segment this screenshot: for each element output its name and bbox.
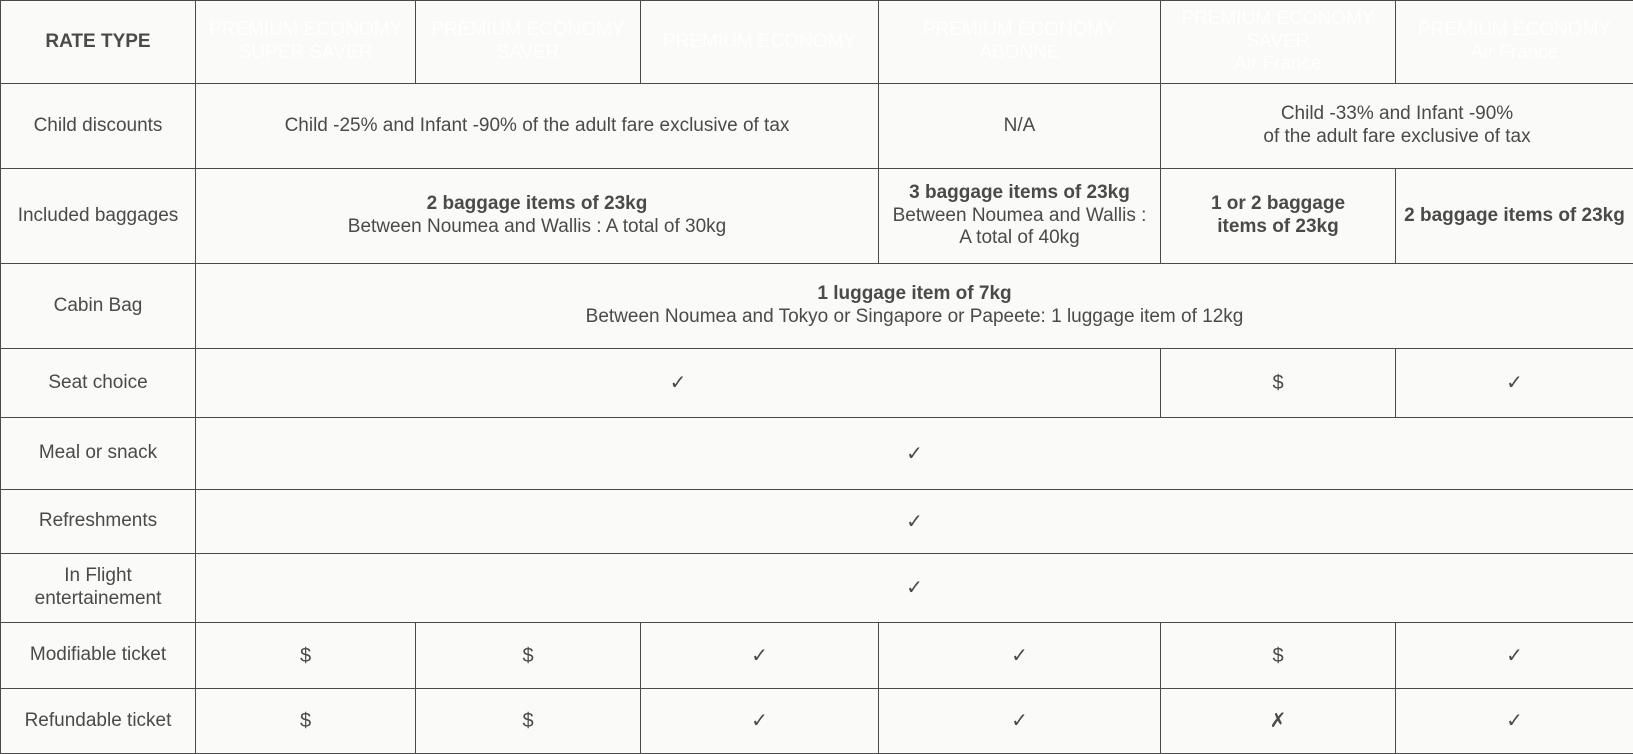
fee-mark: $ [196,623,416,689]
baggage-air-france [1396,169,1633,264]
check-mark: ✓ [1396,349,1633,418]
header-premium-economy-saver-air-france [1161,1,1396,84]
row-label: Included baggages [1,169,196,264]
fee-mark: $ [416,689,641,754]
baggage-value [196,169,879,264]
row-label: Child discounts [1,84,196,169]
header-row [1,1,1633,84]
row-refundable-ticket [1,689,1633,754]
check-mark: ✓ [196,418,1633,490]
child-discount-air-france [1161,84,1633,169]
fee-mark: $ [1161,349,1396,418]
row-label: Seat choice [1,349,196,418]
header-line: PREMIUM ECONOMY [420,19,636,42]
row-modifiable-ticket [1,623,1633,689]
child-discount-abonne: N/A [879,84,1161,169]
baggage-allowance: 2 baggage items of 23kg [200,193,874,216]
check-mark: ✓ [879,689,1161,754]
baggage-allowance: 1 or 2 baggage [1165,193,1391,216]
header-premium-economy-air-france [1396,1,1633,84]
row-refreshments [1,490,1633,554]
rate-type-header: RATE TYPE [1,1,196,84]
fee-mark: $ [1161,623,1396,689]
row-label: Modifiable ticket [1,623,196,689]
row-meal-or-snack [1,418,1633,490]
baggage-allowance: items of 23kg [1165,216,1391,239]
header-line: SAVER [1165,31,1391,54]
cross-mark: ✗ [1161,689,1396,754]
header-line: PREMIUM ECONOMY [200,19,411,42]
fee-mark: $ [416,623,641,689]
check-mark: ✓ [196,554,1633,623]
row-label-line: In Flight [5,565,191,588]
header-premium-economy [641,1,879,84]
check-mark: ✓ [196,490,1633,554]
child-discount-line: of the adult fare exclusive of tax [1165,126,1629,149]
check-mark: ✓ [879,623,1161,689]
check-mark: ✓ [1396,689,1633,754]
header-line: PREMIUM ECONOMY [1165,8,1391,31]
header-line: PREMIUM ECONOMY [1400,19,1629,42]
header-premium-economy-saver [416,1,641,84]
header-line: Air France [1400,42,1629,65]
check-mark: ✓ [641,623,879,689]
row-label: Refreshments [1,490,196,554]
check-mark: ✓ [641,689,879,754]
header-premium-economy-abonne [879,1,1161,84]
baggage-saver-air-france [1161,169,1396,264]
baggage-note: Between Noumea and Wallis : A total of 30kg [200,216,874,239]
cabin-bag-allowance: 1 luggage item of 7kg [200,283,1629,306]
baggage-allowance: 2 baggage items of 23kg [1400,205,1629,228]
row-label [1,554,196,623]
check-mark: ✓ [1396,623,1633,689]
header-line: SAVER [420,42,636,65]
header-line: ABONNÉ [883,42,1156,65]
row-cabin-bag [1,264,1633,349]
row-label: Meal or snack [1,418,196,490]
row-label: Refundable ticket [1,689,196,754]
row-in-flight-entertainment [1,554,1633,623]
cabin-bag-value [196,264,1633,349]
baggage-note: A total of 40kg [883,227,1156,250]
row-child-discounts [1,84,1633,169]
baggage-note: Between Noumea and Wallis : [883,205,1156,228]
row-label-line: entertainement [5,588,191,611]
baggage-abonne [879,169,1161,264]
cabin-bag-note: Between Noumea and Tokyo or Singapore or Papeete: 1 luggage item of 12kg [200,306,1629,329]
check-mark: ✓ [196,349,1161,418]
header-line: Air France [1165,53,1391,76]
header-premium-economy-super-saver [196,1,416,84]
child-discount-value: Child -25% and Infant -90% of the adult fare exclusive of tax [196,84,879,169]
row-label: Cabin Bag [1,264,196,349]
header-line: PREMIUM ECONOMY [883,19,1156,42]
row-seat-choice [1,349,1633,418]
header-line: PREMIUM ECONOMY [645,31,874,54]
baggage-allowance: 3 baggage items of 23kg [883,182,1156,205]
fee-mark: $ [196,689,416,754]
header-line: SUPER SAVER [200,42,411,65]
row-included-baggages [1,169,1633,264]
child-discount-line: Child -33% and Infant -90% [1165,103,1629,126]
